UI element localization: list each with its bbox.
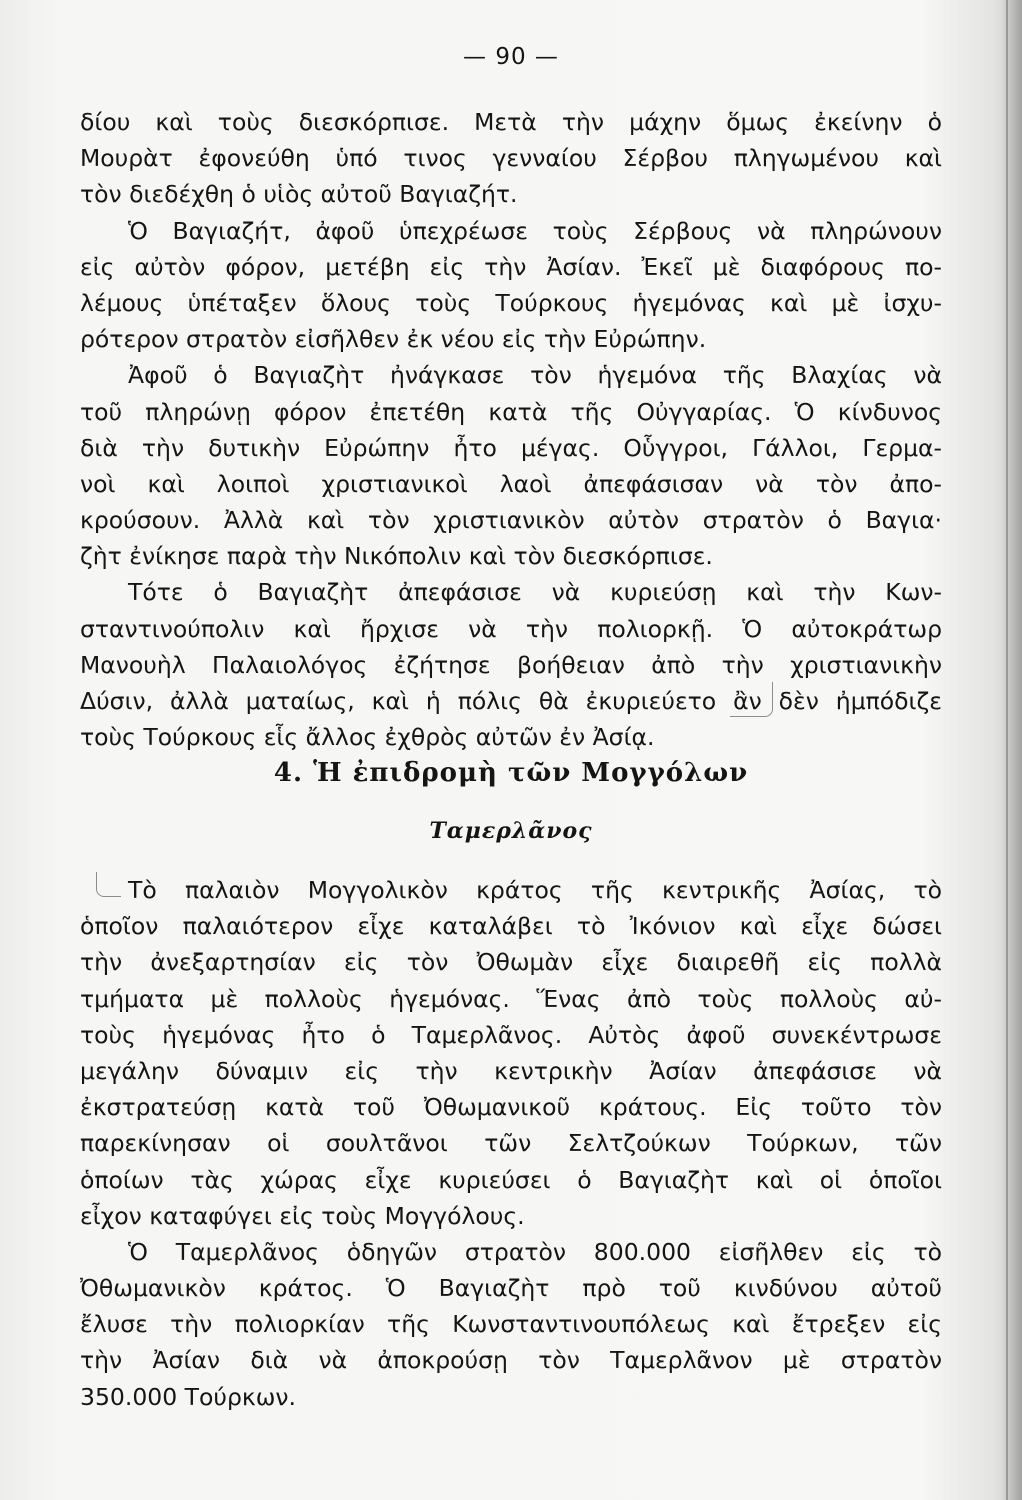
text-line: μεγάλην δύναμιν εἰς τὴν κεντρικὴν Ἀσίαν ἀπεφάσισε νὰ (80, 1056, 942, 1085)
text-line: Μανουὴλ Παλαιολόγος ἐζήτησε βοήθειαν ἀπὸ τὴν χριστιανικὴν (80, 650, 942, 679)
text-line: Δύσιν, ἀλλὰ ματαίως, καὶ ἡ πόλις θὰ ἐκυριεύετο ἂν δὲν ἠμπόδιζε (80, 687, 942, 715)
upper-text-block (80, 104, 942, 755)
text-line: Τὸ παλαιὸν Μογγολικὸν κράτος τῆς κεντρικῆς Ἀσίας, τὸ (128, 876, 942, 904)
text-line: δίου καὶ τοὺς διεσκόρπισε. Μετὰ τὴν μάχην ὅμως ἐκείνην ὁ (80, 108, 942, 136)
text-line: νοὶ καὶ λοιποὶ χριστιανικοὶ λαοὶ ἀπεφάσισαν νὰ τὸν ἀπο- (80, 469, 942, 498)
page-edge-shadow (1000, 0, 1022, 1500)
text-line: τοὺς Τούρκους εἷς ἄλλος ἐχθρὸς αὐτῶν ἐν Ἀσίᾳ. (80, 723, 655, 752)
text-line: 350.000 Τούρκων. (80, 1382, 297, 1411)
text-line: ἐκστρατεύσῃ κατὰ τοῦ Ὀθωμανικοῦ κράτους. Εἰς τοῦτο τὸν (80, 1093, 942, 1122)
page-number: — 90 — (463, 44, 559, 70)
text-line: εἰς αὐτὸν φόρον, μετέβη εἰς τὴν Ἀσίαν. Ἐκεῖ μὲ διαφόρους πο- (80, 252, 942, 281)
text-line: σταντινούπολιν καὶ ἤρχισε νὰ τὴν πολιορκῇ. Ὁ αὐτοκράτωρ (80, 614, 942, 643)
text-line: Ὀθωμανικὸν κράτος. Ὁ Βαγιαζὴτ πρὸ τοῦ κινδύνου αὐτοῦ (80, 1274, 942, 1303)
text-line: τὸν διεδέχθη ὁ υἱὸς αὐτοῦ Βαγιαζήτ. (80, 180, 518, 209)
text-line: τοὺς ἡγεμόνας ἦτο ὁ Ταμερλᾶνος. Αὐτὸς ἀφοῦ συνεκέντρωσε (80, 1020, 942, 1049)
text-line: Μουρὰτ ἐφονεύθη ὑπό τινος γενναίου Σέρβου πληγωμένου καὶ (80, 144, 942, 173)
section-heading: 4. Ἡ ἐπιδρομὴ τῶν Μογγόλων (273, 758, 749, 788)
text-line: τὴν Ἀσίαν διὰ νὰ ἀποκρούσῃ τὸν Ταμερλᾶνον μὲ στρατὸν (80, 1346, 942, 1375)
pencil-mark (730, 682, 773, 717)
section-subheading: Ταμερλᾶνος (429, 818, 593, 844)
text-line: Τότε ὁ Βαγιαζὴτ ἀπεφάσισε νὰ κυριεύσῃ καὶ τὴν Κων- (128, 578, 942, 607)
text-line: παρεκίνησαν οἱ σουλτᾶνοι τῶν Σελτζούκων Τούρκων, τῶν (80, 1129, 942, 1158)
text-line: τοῦ πληρώνῃ φόρον ἐπετέθη κατὰ τῆς Οὐγγαρίας. Ὁ κίνδυνος (80, 397, 942, 426)
page-edge-line (1006, 0, 1008, 1500)
text-line: τμήματα μὲ πολλοὺς ἡγεμόνας. Ἕνας ἀπὸ τοὺς πολλοὺς αὐ- (80, 984, 942, 1013)
text-line: λέμους ὑπέταξεν ὅλους τοὺς Τούρκους ἡγεμόνας καὶ μὲ ἰσχυ- (80, 288, 942, 317)
text-line: Ὁ Ταμερλᾶνος ὁδηγῶν στρατὸν 800.000 εἰσῆλθεν εἰς τὸ (128, 1237, 942, 1266)
text-line: ὁποίων τὰς χώρας εἶχε κυριεύσει ὁ Βαγιαζὴτ καὶ οἱ ὁποῖοι (80, 1165, 942, 1194)
text-line: διὰ τὴν δυτικὴν Εὐρώπην ἦτο μέγας. Οὗγγροι, Γάλλοι, Γερμα- (80, 433, 942, 462)
text-line: εἶχον καταφύγει εἰς τοὺς Μογγόλους. (80, 1201, 525, 1230)
text-line: ρότερον στρατὸν εἰσῆλθεν ἐκ νέου εἰς τὴν Εὐρώπην. (80, 325, 707, 354)
text-line: Ὁ Βαγιαζήτ, ἀφοῦ ὑπεχρέωσε τοὺς Σέρβους νὰ πληρώνουν (128, 216, 942, 245)
text-line: τὴν ἀνεξαρτησίαν εἰς τὸν Ὀθωμὰν εἶχε διαιρεθῆ εἰς πολλὰ (80, 948, 942, 977)
text-line: ἔλυσε τὴν πολιορκίαν τῆς Κωνσταντινουπόλεως καὶ ἔτρεξεν εἰς (80, 1310, 942, 1339)
text-line: κρούσουν. Ἀλλὰ καὶ τὸν χριστιανικὸν αὐτὸν στρατὸν ὁ Βαγια· (80, 506, 942, 535)
text-line: ὁποῖον παλαιότερον εἶχε καταλάβει τὸ Ἰκόνιον καὶ εἶχε δώσει (80, 912, 942, 941)
lower-text-block (80, 872, 942, 1415)
text-line: ζὴτ ἐνίκησε παρὰ τὴν Νικόπολιν καὶ τὸν διεσκόρπισε. (80, 542, 713, 571)
text-line: Ἀφοῦ ὁ Βαγιαζὴτ ἠνάγκασε τὸν ἡγεμόνα τῆς Βλαχίας νὰ (128, 361, 942, 390)
